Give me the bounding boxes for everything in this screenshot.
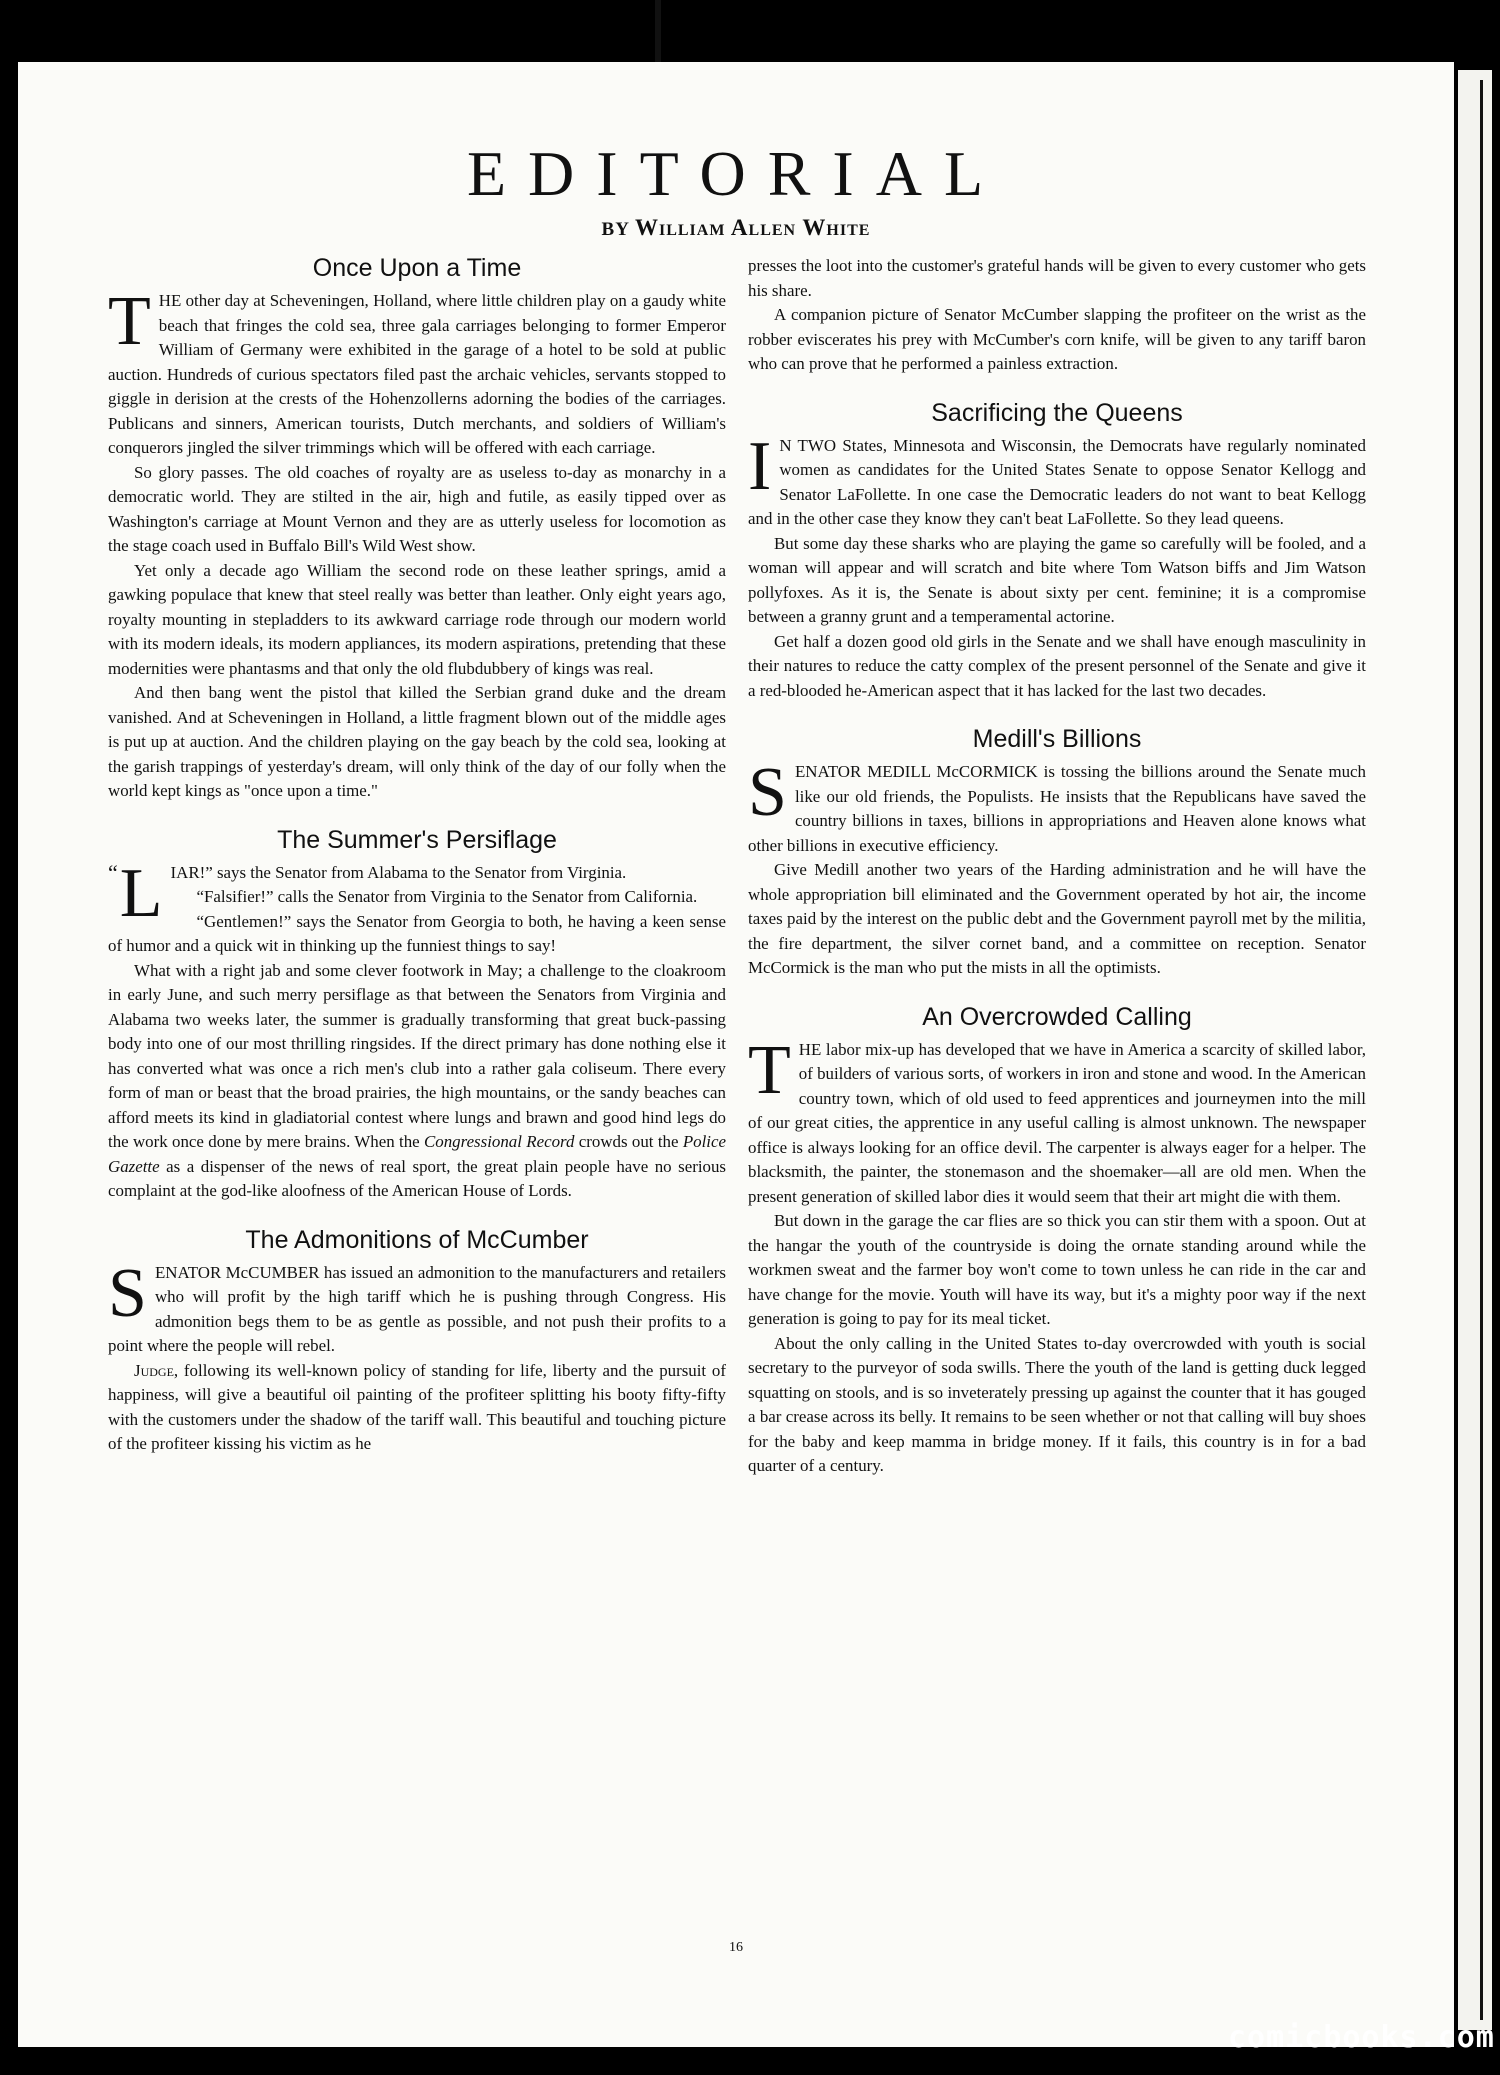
- paragraph: And then bang went the pistol that killed the Serbian grand duke and the dream vanished. And at Scheveningen in Holland, a little fragment blown out of the middle ages is put up at auction. And the children playing on the gay beach by the cold sea, looking at the garish trappings of yesterday's dream, will only think of the day of our folly when the world kept kings as "once upon a time.": [108, 683, 726, 800]
- magazine-page: [18, 62, 1454, 2047]
- paragraph: Yet only a decade ago William the second rode on these leather springs, amid a gawking populace that knew that steel really was better than leather. Only eight years ago, royalty mounting in stepladders to its awkward carriage rode through our modern world with its modern ideals, its modern appliances, its modern aspirations, pretending that these modernities were phantasms and that only the old flubdubbery of kings was real.: [108, 560, 726, 678]
- open-quote: “: [108, 859, 118, 885]
- drop-cap: L: [119, 854, 163, 932]
- watermark: comicbooks.com: [1228, 2020, 1495, 2055]
- paragraph: But down in the garage the car flies are so thick you can stir them with a spoon. Out at the hangar the youth of the countryside is doing the ornate standing around while the workmen sweat and the farmer boy won't come to town unless he can ride in the car and have change for the movie. Youth will have its way, but it's a mighty poor way if the next generation is going to pay for its meal ticket.: [748, 1211, 1366, 1328]
- section-medills-billions: [748, 725, 1366, 981]
- drop-cap: T: [108, 283, 151, 360]
- masthead-title: EDITORIAL: [466, 138, 1006, 209]
- paragraph: “Falsifier!” calls the Senator from Virginia to the Senator from California.: [196, 887, 698, 906]
- page-number: 16: [729, 1940, 743, 1955]
- paragraph: But some day these sharks who are playing the game so carefully will be fooled, and a woman will appear and will scratch and bite where Tom Watson biffs and Jim Watson pollyfoxes. As it is, the Senate is about sixty per cent. feminine; it is a compromise between a granny grunt and a temperamental actorine.: [748, 533, 1366, 626]
- paragraph: [748, 427, 1366, 532]
- paragraph-text: What with a right jab and some clever footwork in May; a challenge to the cloakroom in early June, and such merry persiflage as that between the Senators from Virginia and Alabama two weeks later, the summer is gradually transforming that great buck-passing body into one of our most thrilling ringsides. If the direct primary has done nothing else it has converted what was once a rich men's club into a rather gala coliseum. There every form of man or beast that the broad prairies, the high mountains, or the sandy beaches can afford meets its kind in gladiatorial contest where lungs and brawn and good hind legs do the work once done by mere brains. When the: [108, 960, 726, 1151]
- paragraph-text: , following its well-known policy of standing for life, liberty and the pursuit of happiness, will give a beautiful oil painting of the profiteer splitting his booty fifty-fifty with the customers under the shadow of the tariff wall. This beautiful and touching picture of the profiteer kissing his victim as he: [108, 1360, 726, 1453]
- paragraph: [748, 754, 1366, 858]
- byline: [18, 215, 1454, 241]
- paragraph: Get half a dozen good old girls in the Senate and we shall have enough masculinity in their natures to reduce the catty complex of the present personnel of the Senate and give it a red-blooded he-American aspect that it has lacked for the last two decades.: [748, 631, 1366, 700]
- paragraph-text: as a dispenser of the news of real sport, the great plain people have no serious complaint at the god-like aloofness of the American House of Lords.: [108, 1156, 726, 1200]
- paragraph: A companion picture of Senator McCumber slapping the profiteer on the wrist as the robber eviscerates his prey with McCumber's corn knife, will be given to any tariff baron who can prove that he performed a painless extraction.: [748, 305, 1366, 373]
- paragraph-text: crowds out the: [574, 1132, 683, 1151]
- section-overcrowded-calling: [748, 1003, 1366, 1479]
- section-admonitions-of-mccumber: [108, 1226, 726, 1457]
- right-column: [748, 254, 1366, 1501]
- section-title: The Admonitions of McCumber: [245, 1225, 589, 1254]
- section-once-upon-a-time: [108, 254, 726, 804]
- paragraph: [108, 1254, 726, 1359]
- drop-cap: I: [748, 427, 772, 505]
- paragraph-text: HE labor mix-up has developed that we have in America a scarcity of skilled labor, of builders of various sorts, of workers in iron and stone and wood. In the American country town, which of old used to feed apprentices and journeymen into the mill of our great cities, the apprentice in any useful calling is almost unknown. The newspaper office is always looking for an office devil. The carpenter is always eager for a helper. The blacksmith, the painter, the stonemason and the shoemaker—all are old men. When the present generation of skilled labor dies it would seem that their art might die with them.: [748, 1039, 1366, 1206]
- left-column: [108, 254, 726, 1479]
- paragraph: Give Medill another two years of the Harding administration and he will have the whole appropriation bill eliminated and the Government operated by hot air, the income taxes paid by the interest on the public debt and the Government payroll met by the militia, the fire department, the silver cornet band, and a committee on reception. Senator McCormick is the man who put the mists in all the optimists.: [748, 860, 1366, 977]
- section-title: The Summer's Persiflage: [277, 825, 557, 854]
- paragraph: So glory passes. The old coaches of royalty are as useless to-day as monarchy in a democratic world. They are stilted in the air, high and futile, as easily tipped over as Washington's carriage at Mount Vernon and they are as utterly useless for locomotion as the stage coach used in Buffalo Bill's Wild West show.: [108, 462, 726, 555]
- paragraph: [108, 959, 726, 1204]
- byline-by: BY: [601, 219, 630, 240]
- paragraph: presses the loot into the customer's grateful hands will be given to every customer who gets his share.: [748, 256, 1367, 300]
- adjacent-page-edge: [1458, 70, 1492, 2030]
- paragraph: [108, 283, 726, 461]
- drop-cap: T: [748, 1031, 791, 1109]
- paragraph-text: HE other day at Scheveningen, Holland, where little children play on a gaudy white beach that fringes the cold sea, three gala carriages belonging to former Emperor William of Germany were exhibited in the garage of a hotel to be sold at public auction. Hundreds of curious spectators filed past the archaic vehicles, servants stopped to giggle in derision at the crests of the Hohenzollerns adorning the bodies of the carriages. Publicans and sinners, American tourists, Dutch merchants, and soldiers of William's conquerors jingled the silver trimmings which will be offered with each carriage.: [108, 291, 726, 457]
- section-mccumber-continued: [748, 254, 1366, 377]
- paragraph: “Gentlemen!” says the Senator from Georgia to both, he having a keen sense of humor and a quick wit in thinking up the funniest things to say!: [108, 911, 726, 955]
- section-summers-persiflage: [108, 826, 726, 1204]
- binding-mark: [655, 0, 661, 64]
- section-title: An Overcrowded Calling: [922, 1002, 1192, 1031]
- paragraph-text: IAR!” says the Senator from Alabama to the Senator from Virginia.: [170, 862, 627, 882]
- section-title: Once Upon a Time: [312, 254, 522, 282]
- publication-title: Police Gazette: [108, 1132, 726, 1176]
- section-title: Sacrificing the Queens: [931, 398, 1183, 427]
- paragraph: [108, 1359, 726, 1457]
- section-title: Medill's Billions: [972, 725, 1142, 753]
- paragraph-text: N TWO States, Minnesota and Wisconsin, the Democrats have regularly nominated women as candidates for the United States Senate to oppose Senator Kellogg and Senator LaFollette. In one case the Democratic leaders do not want to beat Kellogg and in the other case they know they can't beat LaFollette. So they lead queens.: [748, 435, 1366, 528]
- drop-cap: S: [108, 1254, 147, 1332]
- publication-title: Congressional Record: [424, 1132, 575, 1151]
- paragraph-text: ENATOR MEDILL McCORMICK is tossing the billions around the Senate much like our old friends, the Populists. He insists that the Republicans have saved the country billions in taxes, billions in appropriations and Heaven alone knows what other billions in executive efficiency.: [748, 762, 1366, 855]
- paragraph-text: ENATOR McCUMBER has issued an admonition to the manufacturers and retailers who will profit by the high tariff which he is pushing through Congress. His admonition begs them to be as gentle as possible, and not push their profits to a point where the people will rebel.: [108, 1262, 726, 1355]
- publication-name: Judge: [134, 1360, 174, 1380]
- drop-cap: S: [748, 754, 787, 831]
- paragraph: About the only calling in the United States to-day overcrowded with youth is social secretary to the purveyor of soda swills. There the youth of the land is getting duck legged squatting on stools, and is so inveterately pressing up against the counter that it has gouged a bar crease across its belly. It remains to be seen whether or not that calling will buy shoes for the baby and keep mamma in bridge money. If it fails, this country is in for a bad quarter of a century.: [748, 1333, 1366, 1475]
- section-sacrificing-the-queens: [748, 399, 1366, 704]
- byline-author: William Allen White: [634, 215, 871, 240]
- adjacent-page-line: [1480, 80, 1483, 2020]
- paragraph: [748, 1031, 1366, 1210]
